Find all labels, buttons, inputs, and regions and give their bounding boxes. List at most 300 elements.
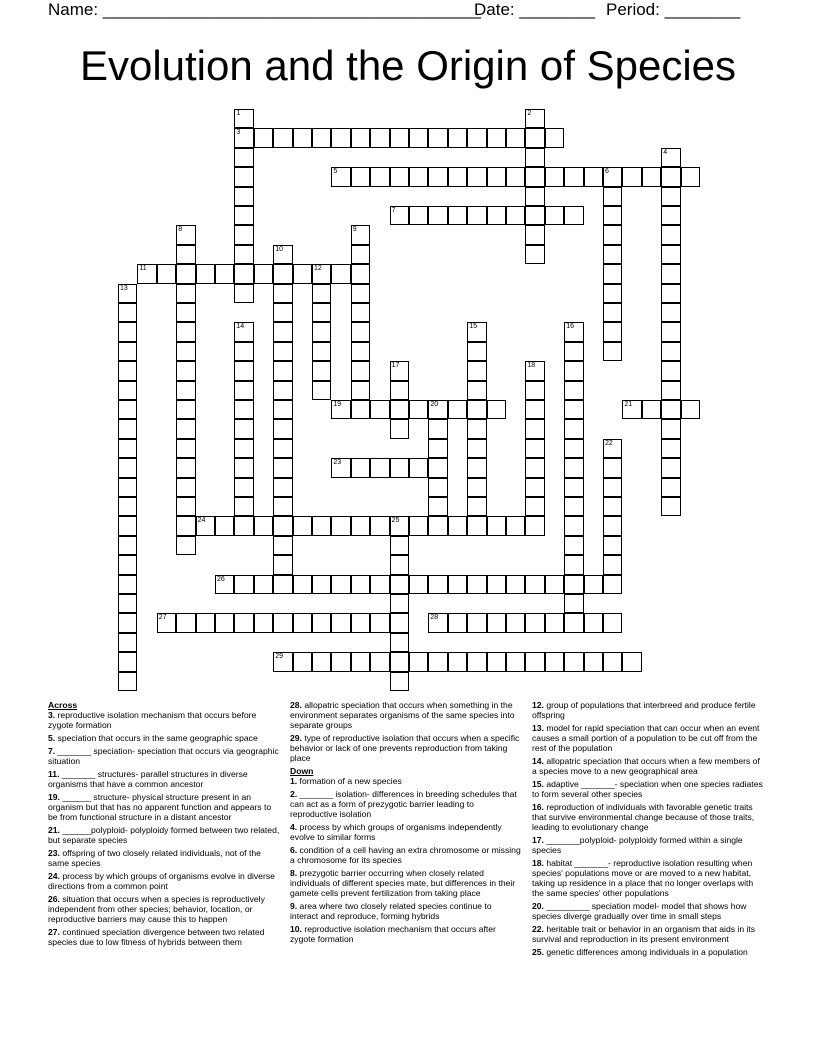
grid-cell[interactable] [525,381,544,400]
grid-cell[interactable] [390,400,409,419]
grid-cell[interactable] [370,516,389,535]
grid-cell[interactable] [351,613,370,632]
grid-cell[interactable] [409,575,428,594]
grid-cell[interactable] [506,206,525,225]
grid-cell[interactable] [564,478,583,497]
grid-cell[interactable] [118,633,137,652]
grid-cell[interactable] [525,400,544,419]
grid-cell[interactable] [234,400,253,419]
grid-cell[interactable] [428,613,447,632]
grid-cell[interactable] [390,458,409,477]
grid-cell[interactable] [370,400,389,419]
grid-cell[interactable] [176,284,195,303]
grid-cell[interactable] [564,400,583,419]
grid-cell[interactable] [661,206,680,225]
grid-cell[interactable] [312,575,331,594]
grid-cell[interactable] [234,516,253,535]
grid-cell[interactable] [176,381,195,400]
grid-cell[interactable] [428,400,447,419]
grid-cell[interactable] [176,225,195,244]
grid-cell[interactable] [603,187,622,206]
grid-cell[interactable] [234,109,253,128]
grid-cell[interactable] [137,264,156,283]
grid-cell[interactable] [467,439,486,458]
grid-cell[interactable] [351,322,370,341]
grid-cell[interactable] [157,613,176,632]
grid-cell[interactable] [409,167,428,186]
grid-cell[interactable] [622,652,641,671]
grid-cell[interactable] [254,575,273,594]
grid-cell[interactable] [254,128,273,147]
grid-cell[interactable] [525,458,544,477]
grid-cell[interactable] [118,497,137,516]
grid-cell[interactable] [428,419,447,438]
grid-cell[interactable] [409,516,428,535]
grid-cell[interactable] [118,536,137,555]
grid-cell[interactable] [661,245,680,264]
grid-cell[interactable] [351,264,370,283]
grid-cell[interactable] [525,478,544,497]
grid-cell[interactable] [118,322,137,341]
grid-cell[interactable] [273,128,292,147]
grid-cell[interactable] [312,303,331,322]
grid-cell[interactable] [448,516,467,535]
grid-cell[interactable] [584,613,603,632]
grid-cell[interactable] [196,264,215,283]
grid-cell[interactable] [351,167,370,186]
grid-cell[interactable] [273,342,292,361]
grid-cell[interactable] [661,148,680,167]
grid-cell[interactable] [390,516,409,535]
grid-cell[interactable] [448,206,467,225]
grid-cell[interactable] [487,167,506,186]
grid-cell[interactable] [273,458,292,477]
grid-cell[interactable] [661,439,680,458]
grid-cell[interactable] [467,381,486,400]
grid-cell[interactable] [293,575,312,594]
grid-cell[interactable] [331,264,350,283]
grid-cell[interactable] [487,400,506,419]
grid-cell[interactable] [506,613,525,632]
grid-cell[interactable] [273,536,292,555]
grid-cell[interactable] [234,439,253,458]
grid-cell[interactable] [176,497,195,516]
grid-cell[interactable] [603,536,622,555]
grid-cell[interactable] [448,652,467,671]
grid-cell[interactable] [351,381,370,400]
grid-cell[interactable] [564,381,583,400]
grid-cell[interactable] [661,303,680,322]
grid-cell[interactable] [467,458,486,477]
grid-cell[interactable] [234,361,253,380]
grid-cell[interactable] [467,167,486,186]
grid-cell[interactable] [661,400,680,419]
grid-cell[interactable] [661,322,680,341]
grid-cell[interactable] [428,516,447,535]
grid-cell[interactable] [681,400,700,419]
grid-cell[interactable] [176,439,195,458]
grid-cell[interactable] [351,128,370,147]
grid-cell[interactable] [234,322,253,341]
grid-cell[interactable] [448,575,467,594]
grid-cell[interactable] [273,264,292,283]
grid-cell[interactable] [390,633,409,652]
grid-cell[interactable] [118,342,137,361]
grid-cell[interactable] [273,322,292,341]
grid-cell[interactable] [234,381,253,400]
grid-cell[interactable] [661,497,680,516]
grid-cell[interactable] [428,575,447,594]
grid-cell[interactable] [176,458,195,477]
grid-cell[interactable] [564,342,583,361]
grid-cell[interactable] [273,497,292,516]
grid-cell[interactable] [661,264,680,283]
grid-cell[interactable] [428,128,447,147]
grid-cell[interactable] [331,458,350,477]
grid-cell[interactable] [564,419,583,438]
grid-cell[interactable] [273,613,292,632]
grid-cell[interactable] [390,672,409,691]
grid-cell[interactable] [351,400,370,419]
grid-cell[interactable] [331,613,350,632]
grid-cell[interactable] [603,322,622,341]
grid-cell[interactable] [467,128,486,147]
grid-cell[interactable] [525,361,544,380]
grid-cell[interactable] [293,613,312,632]
grid-cell[interactable] [273,555,292,574]
grid-cell[interactable] [622,167,641,186]
grid-cell[interactable] [215,613,234,632]
date-field[interactable]: Date: ________ [474,0,595,19]
grid-cell[interactable] [370,652,389,671]
grid-cell[interactable] [603,167,622,186]
grid-cell[interactable] [351,342,370,361]
grid-cell[interactable] [681,167,700,186]
grid-cell[interactable] [293,264,312,283]
grid-cell[interactable] [273,284,292,303]
grid-cell[interactable] [428,206,447,225]
grid-cell[interactable] [603,284,622,303]
grid-cell[interactable] [428,458,447,477]
grid-cell[interactable] [176,342,195,361]
grid-cell[interactable] [273,652,292,671]
grid-cell[interactable] [545,206,564,225]
grid-cell[interactable] [390,613,409,632]
grid-cell[interactable] [390,128,409,147]
grid-cell[interactable] [545,613,564,632]
grid-cell[interactable] [390,206,409,225]
grid-cell[interactable] [118,478,137,497]
grid-cell[interactable] [467,361,486,380]
grid-cell[interactable] [176,245,195,264]
grid-cell[interactable] [118,419,137,438]
grid-cell[interactable] [564,361,583,380]
name-field[interactable]: Name: ________________________________________ [48,0,481,19]
grid-cell[interactable] [564,167,583,186]
grid-cell[interactable] [525,245,544,264]
grid-cell[interactable] [487,128,506,147]
grid-cell[interactable] [234,206,253,225]
grid-cell[interactable] [661,458,680,477]
grid-cell[interactable] [370,167,389,186]
grid-cell[interactable] [390,555,409,574]
grid-cell[interactable] [234,497,253,516]
grid-cell[interactable] [564,516,583,535]
grid-cell[interactable] [525,187,544,206]
grid-cell[interactable] [273,381,292,400]
grid-cell[interactable] [487,206,506,225]
grid-cell[interactable] [661,187,680,206]
grid-cell[interactable] [118,672,137,691]
grid-cell[interactable] [118,652,137,671]
grid-cell[interactable] [661,167,680,186]
grid-cell[interactable] [661,419,680,438]
grid-cell[interactable] [351,516,370,535]
grid-cell[interactable] [545,652,564,671]
grid-cell[interactable] [118,361,137,380]
grid-cell[interactable] [118,303,137,322]
grid-cell[interactable] [273,478,292,497]
grid-cell[interactable] [351,284,370,303]
grid-cell[interactable] [176,303,195,322]
grid-cell[interactable] [176,322,195,341]
grid-cell[interactable] [467,400,486,419]
grid-cell[interactable] [603,303,622,322]
grid-cell[interactable] [661,478,680,497]
grid-cell[interactable] [370,575,389,594]
grid-cell[interactable] [176,536,195,555]
grid-cell[interactable] [293,128,312,147]
grid-cell[interactable] [545,575,564,594]
grid-cell[interactable] [564,439,583,458]
grid-cell[interactable] [118,594,137,613]
grid-cell[interactable] [564,322,583,341]
grid-cell[interactable] [331,128,350,147]
grid-cell[interactable] [584,575,603,594]
grid-cell[interactable] [603,575,622,594]
grid-cell[interactable] [603,264,622,283]
grid-cell[interactable] [409,400,428,419]
grid-cell[interactable] [409,652,428,671]
grid-cell[interactable] [428,478,447,497]
grid-cell[interactable] [254,613,273,632]
grid-cell[interactable] [525,128,544,147]
grid-cell[interactable] [467,516,486,535]
grid-cell[interactable] [487,652,506,671]
grid-cell[interactable] [525,148,544,167]
grid-cell[interactable] [467,575,486,594]
grid-cell[interactable] [176,361,195,380]
grid-cell[interactable] [506,167,525,186]
grid-cell[interactable] [312,342,331,361]
grid-cell[interactable] [506,652,525,671]
grid-cell[interactable] [409,206,428,225]
grid-cell[interactable] [487,613,506,632]
grid-cell[interactable] [622,400,641,419]
grid-cell[interactable] [157,264,176,283]
grid-cell[interactable] [234,284,253,303]
grid-cell[interactable] [234,575,253,594]
grid-cell[interactable] [661,225,680,244]
grid-cell[interactable] [390,361,409,380]
grid-cell[interactable] [215,575,234,594]
grid-cell[interactable] [312,361,331,380]
grid-cell[interactable] [603,613,622,632]
grid-cell[interactable] [118,439,137,458]
grid-cell[interactable] [564,652,583,671]
grid-cell[interactable] [603,458,622,477]
grid-cell[interactable] [370,128,389,147]
grid-cell[interactable] [525,167,544,186]
grid-cell[interactable] [118,516,137,535]
grid-cell[interactable] [234,342,253,361]
grid-cell[interactable] [312,613,331,632]
grid-cell[interactable] [118,458,137,477]
grid-cell[interactable] [467,342,486,361]
grid-cell[interactable] [603,439,622,458]
grid-cell[interactable] [273,419,292,438]
grid-cell[interactable] [234,264,253,283]
grid-cell[interactable] [603,206,622,225]
period-field[interactable]: Period: ________ [606,0,741,19]
grid-cell[interactable] [642,167,661,186]
grid-cell[interactable] [273,439,292,458]
grid-cell[interactable] [234,128,253,147]
grid-cell[interactable] [351,652,370,671]
grid-cell[interactable] [390,381,409,400]
grid-cell[interactable] [118,555,137,574]
grid-cell[interactable] [525,109,544,128]
grid-cell[interactable] [312,381,331,400]
grid-cell[interactable] [234,245,253,264]
grid-cell[interactable] [118,575,137,594]
grid-cell[interactable] [351,303,370,322]
grid-cell[interactable] [331,575,350,594]
grid-cell[interactable] [234,187,253,206]
grid-cell[interactable] [506,575,525,594]
grid-cell[interactable] [525,497,544,516]
grid-cell[interactable] [351,575,370,594]
grid-cell[interactable] [118,284,137,303]
grid-cell[interactable] [525,206,544,225]
grid-cell[interactable] [603,652,622,671]
grid-cell[interactable] [351,245,370,264]
grid-cell[interactable] [234,148,253,167]
grid-cell[interactable] [506,128,525,147]
grid-cell[interactable] [234,419,253,438]
grid-cell[interactable] [390,536,409,555]
grid-cell[interactable] [564,536,583,555]
grid-cell[interactable] [176,478,195,497]
grid-cell[interactable] [564,575,583,594]
grid-cell[interactable] [467,613,486,632]
grid-cell[interactable] [603,555,622,574]
grid-cell[interactable] [234,167,253,186]
grid-cell[interactable] [545,128,564,147]
grid-cell[interactable] [584,167,603,186]
grid-cell[interactable] [564,594,583,613]
grid-cell[interactable] [428,652,447,671]
grid-cell[interactable] [448,400,467,419]
grid-cell[interactable] [331,516,350,535]
grid-cell[interactable] [312,128,331,147]
grid-cell[interactable] [312,516,331,535]
grid-cell[interactable] [603,516,622,535]
grid-cell[interactable] [467,322,486,341]
grid-cell[interactable] [293,516,312,535]
grid-cell[interactable] [293,652,312,671]
grid-cell[interactable] [312,652,331,671]
grid-cell[interactable] [312,264,331,283]
grid-cell[interactable] [661,342,680,361]
grid-cell[interactable] [176,516,195,535]
grid-cell[interactable] [234,478,253,497]
grid-cell[interactable] [467,497,486,516]
grid-cell[interactable] [487,516,506,535]
grid-cell[interactable] [176,264,195,283]
grid-cell[interactable] [273,516,292,535]
grid-cell[interactable] [176,400,195,419]
grid-cell[interactable] [390,594,409,613]
grid-cell[interactable] [390,167,409,186]
grid-cell[interactable] [428,167,447,186]
grid-cell[interactable] [584,652,603,671]
grid-cell[interactable] [331,652,350,671]
grid-cell[interactable] [273,303,292,322]
grid-cell[interactable] [215,264,234,283]
grid-cell[interactable] [254,264,273,283]
grid-cell[interactable] [448,613,467,632]
grid-cell[interactable] [525,613,544,632]
grid-cell[interactable] [390,652,409,671]
grid-cell[interactable] [487,575,506,594]
grid-cell[interactable] [545,167,564,186]
grid-cell[interactable] [642,400,661,419]
grid-cell[interactable] [661,361,680,380]
grid-cell[interactable] [118,381,137,400]
grid-cell[interactable] [661,284,680,303]
grid-cell[interactable] [467,206,486,225]
grid-cell[interactable] [525,652,544,671]
grid-cell[interactable] [409,458,428,477]
grid-cell[interactable] [196,516,215,535]
grid-cell[interactable] [351,361,370,380]
grid-cell[interactable] [409,128,428,147]
grid-cell[interactable] [525,575,544,594]
grid-cell[interactable] [215,516,234,535]
grid-cell[interactable] [234,458,253,477]
grid-cell[interactable] [118,613,137,632]
grid-cell[interactable] [603,342,622,361]
grid-cell[interactable] [312,284,331,303]
grid-cell[interactable] [351,458,370,477]
grid-cell[interactable] [506,516,525,535]
grid-cell[interactable] [428,497,447,516]
grid-cell[interactable] [196,613,215,632]
grid-cell[interactable] [273,245,292,264]
grid-cell[interactable] [603,225,622,244]
grid-cell[interactable] [234,613,253,632]
grid-cell[interactable] [273,361,292,380]
grid-cell[interactable] [564,555,583,574]
grid-cell[interactable] [564,497,583,516]
grid-cell[interactable] [370,458,389,477]
grid-cell[interactable] [331,400,350,419]
grid-cell[interactable] [234,225,253,244]
grid-cell[interactable] [254,516,273,535]
grid-cell[interactable] [390,419,409,438]
grid-cell[interactable] [467,478,486,497]
